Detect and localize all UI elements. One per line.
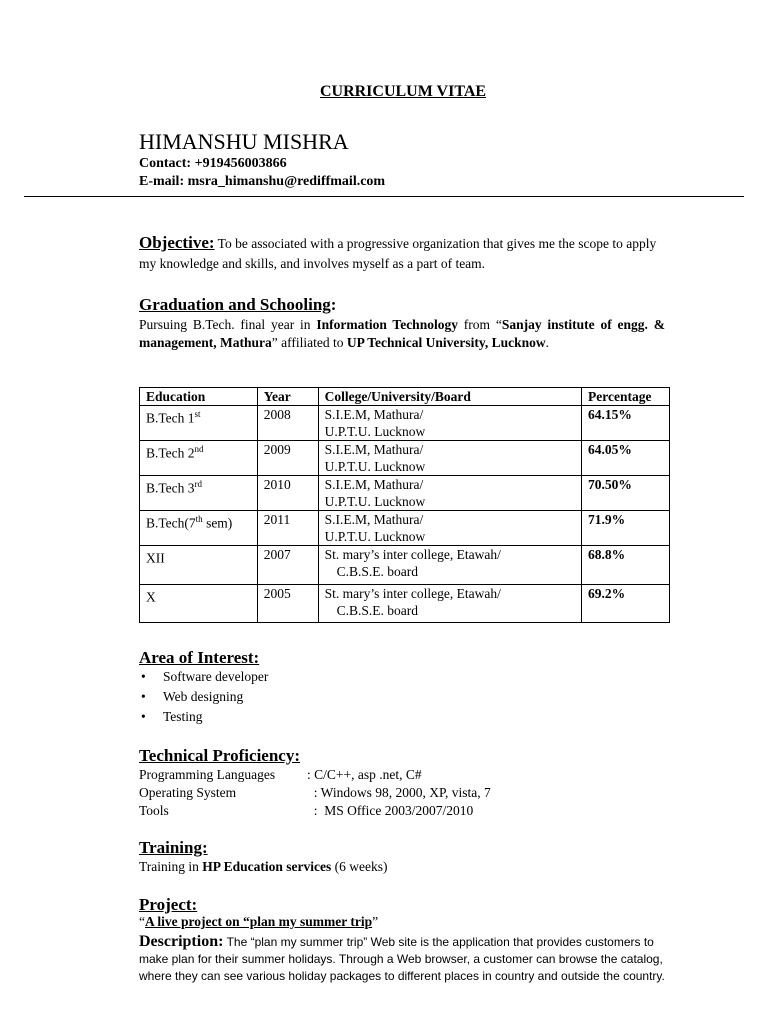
table-row	[140, 441, 670, 476]
contact-email: E-mail: msra_himanshu@rediffmail.com	[139, 174, 386, 189]
list-item: • Software developer	[139, 667, 268, 687]
table-row	[140, 406, 670, 441]
interest-heading: Area of Interest:	[139, 648, 260, 667]
list-item: • Web designing	[139, 687, 268, 707]
cell-percentage: 68.8%	[582, 546, 670, 585]
cell-college: S.I.E.M, Mathura/ U.P.T.U. Lucknow	[318, 406, 581, 441]
cell-percentage: 70.50%	[582, 476, 670, 511]
table-row	[140, 546, 670, 585]
cell-education: B.Tech 3rd	[140, 476, 258, 511]
bullet-icon: •	[141, 709, 146, 724]
project-heading: Project:	[139, 895, 198, 914]
table-row	[140, 511, 670, 546]
cell-college: St. mary’s inter college, Etawah/ C.B.S.E. board	[318, 585, 581, 623]
cell-education: B.Tech 1st	[140, 406, 258, 441]
training-heading: Training:	[139, 838, 208, 857]
cell-percentage: 69.2%	[582, 585, 670, 623]
training-text: Training in HP Education services (6 weeks)	[139, 859, 388, 874]
col-header-year: Year	[257, 388, 318, 406]
cell-college: S.I.E.M, Mathura/ U.P.T.U. Lucknow	[318, 511, 581, 546]
cell-year: 2011	[257, 511, 318, 546]
description-label: Description:	[139, 933, 224, 950]
objective-heading: Objective:	[139, 233, 215, 252]
cell-education: XII	[140, 546, 258, 585]
cell-education: B.Tech(7th sem)	[140, 511, 258, 546]
col-header-college: College/University/Board	[318, 388, 581, 406]
cell-year: 2005	[257, 585, 318, 623]
document-title: CURRICULUM VITAE	[319, 83, 487, 100]
list-item: • Testing	[139, 707, 268, 727]
cell-education: X	[140, 585, 258, 623]
col-header-percentage: Percentage	[582, 388, 670, 406]
col-header-education: Education	[140, 388, 258, 406]
graduation-text: Pursuing B.Tech. final year in Information Technology from “Sanjay institute of engg. & management, Mathura” affiliated to UP Technical University, Lucknow.	[139, 317, 665, 350]
cell-education: B.Tech 2nd	[140, 441, 258, 476]
header-divider	[24, 196, 744, 197]
project-description	[139, 933, 669, 985]
description-text: The “plan my summer trip” Web site is the application that provides customers to make plan for their summer holidays. Through a Web browser, a customer can browse the catalog, where they can see various holiday packages to different places in country and outside the country.	[139, 935, 665, 983]
cell-percentage: 64.15%	[582, 406, 670, 441]
candidate-name: HIMANSHU MISHRA	[139, 129, 349, 154]
cell-year: 2007	[257, 546, 318, 585]
bullet-icon: •	[141, 689, 146, 704]
table-row	[140, 585, 670, 623]
technical-heading: Technical Proficiency:	[139, 746, 301, 765]
education-table	[139, 387, 670, 623]
objective-text: To be associated with a progressive organization that gives me the scope to apply my knowledge and skills, and involves myself as a part of team.	[139, 236, 657, 271]
cell-college: St. mary’s inter college, Etawah/ C.B.S.E. board	[318, 546, 581, 585]
education-table-header	[140, 388, 670, 406]
cell-college: S.I.E.M, Mathura/ U.P.T.U. Lucknow	[318, 476, 581, 511]
bullet-icon: •	[141, 669, 146, 684]
cell-percentage: 64.05%	[582, 441, 670, 476]
cell-college: S.I.E.M, Mathura/ U.P.T.U. Lucknow	[318, 441, 581, 476]
cell-year: 2010	[257, 476, 318, 511]
cell-year: 2008	[257, 406, 318, 441]
project-title: “A live project on “plan my summer trip”	[139, 914, 379, 929]
table-row	[140, 476, 670, 511]
cell-year: 2009	[257, 441, 318, 476]
interest-list	[139, 667, 268, 727]
graduation-heading: Graduation and Schooling:	[139, 295, 337, 314]
cell-percentage: 71.9%	[582, 511, 670, 546]
contact-phone: Contact: +919456003866	[139, 156, 287, 171]
contact-block	[139, 155, 385, 191]
objective-section	[139, 233, 659, 274]
